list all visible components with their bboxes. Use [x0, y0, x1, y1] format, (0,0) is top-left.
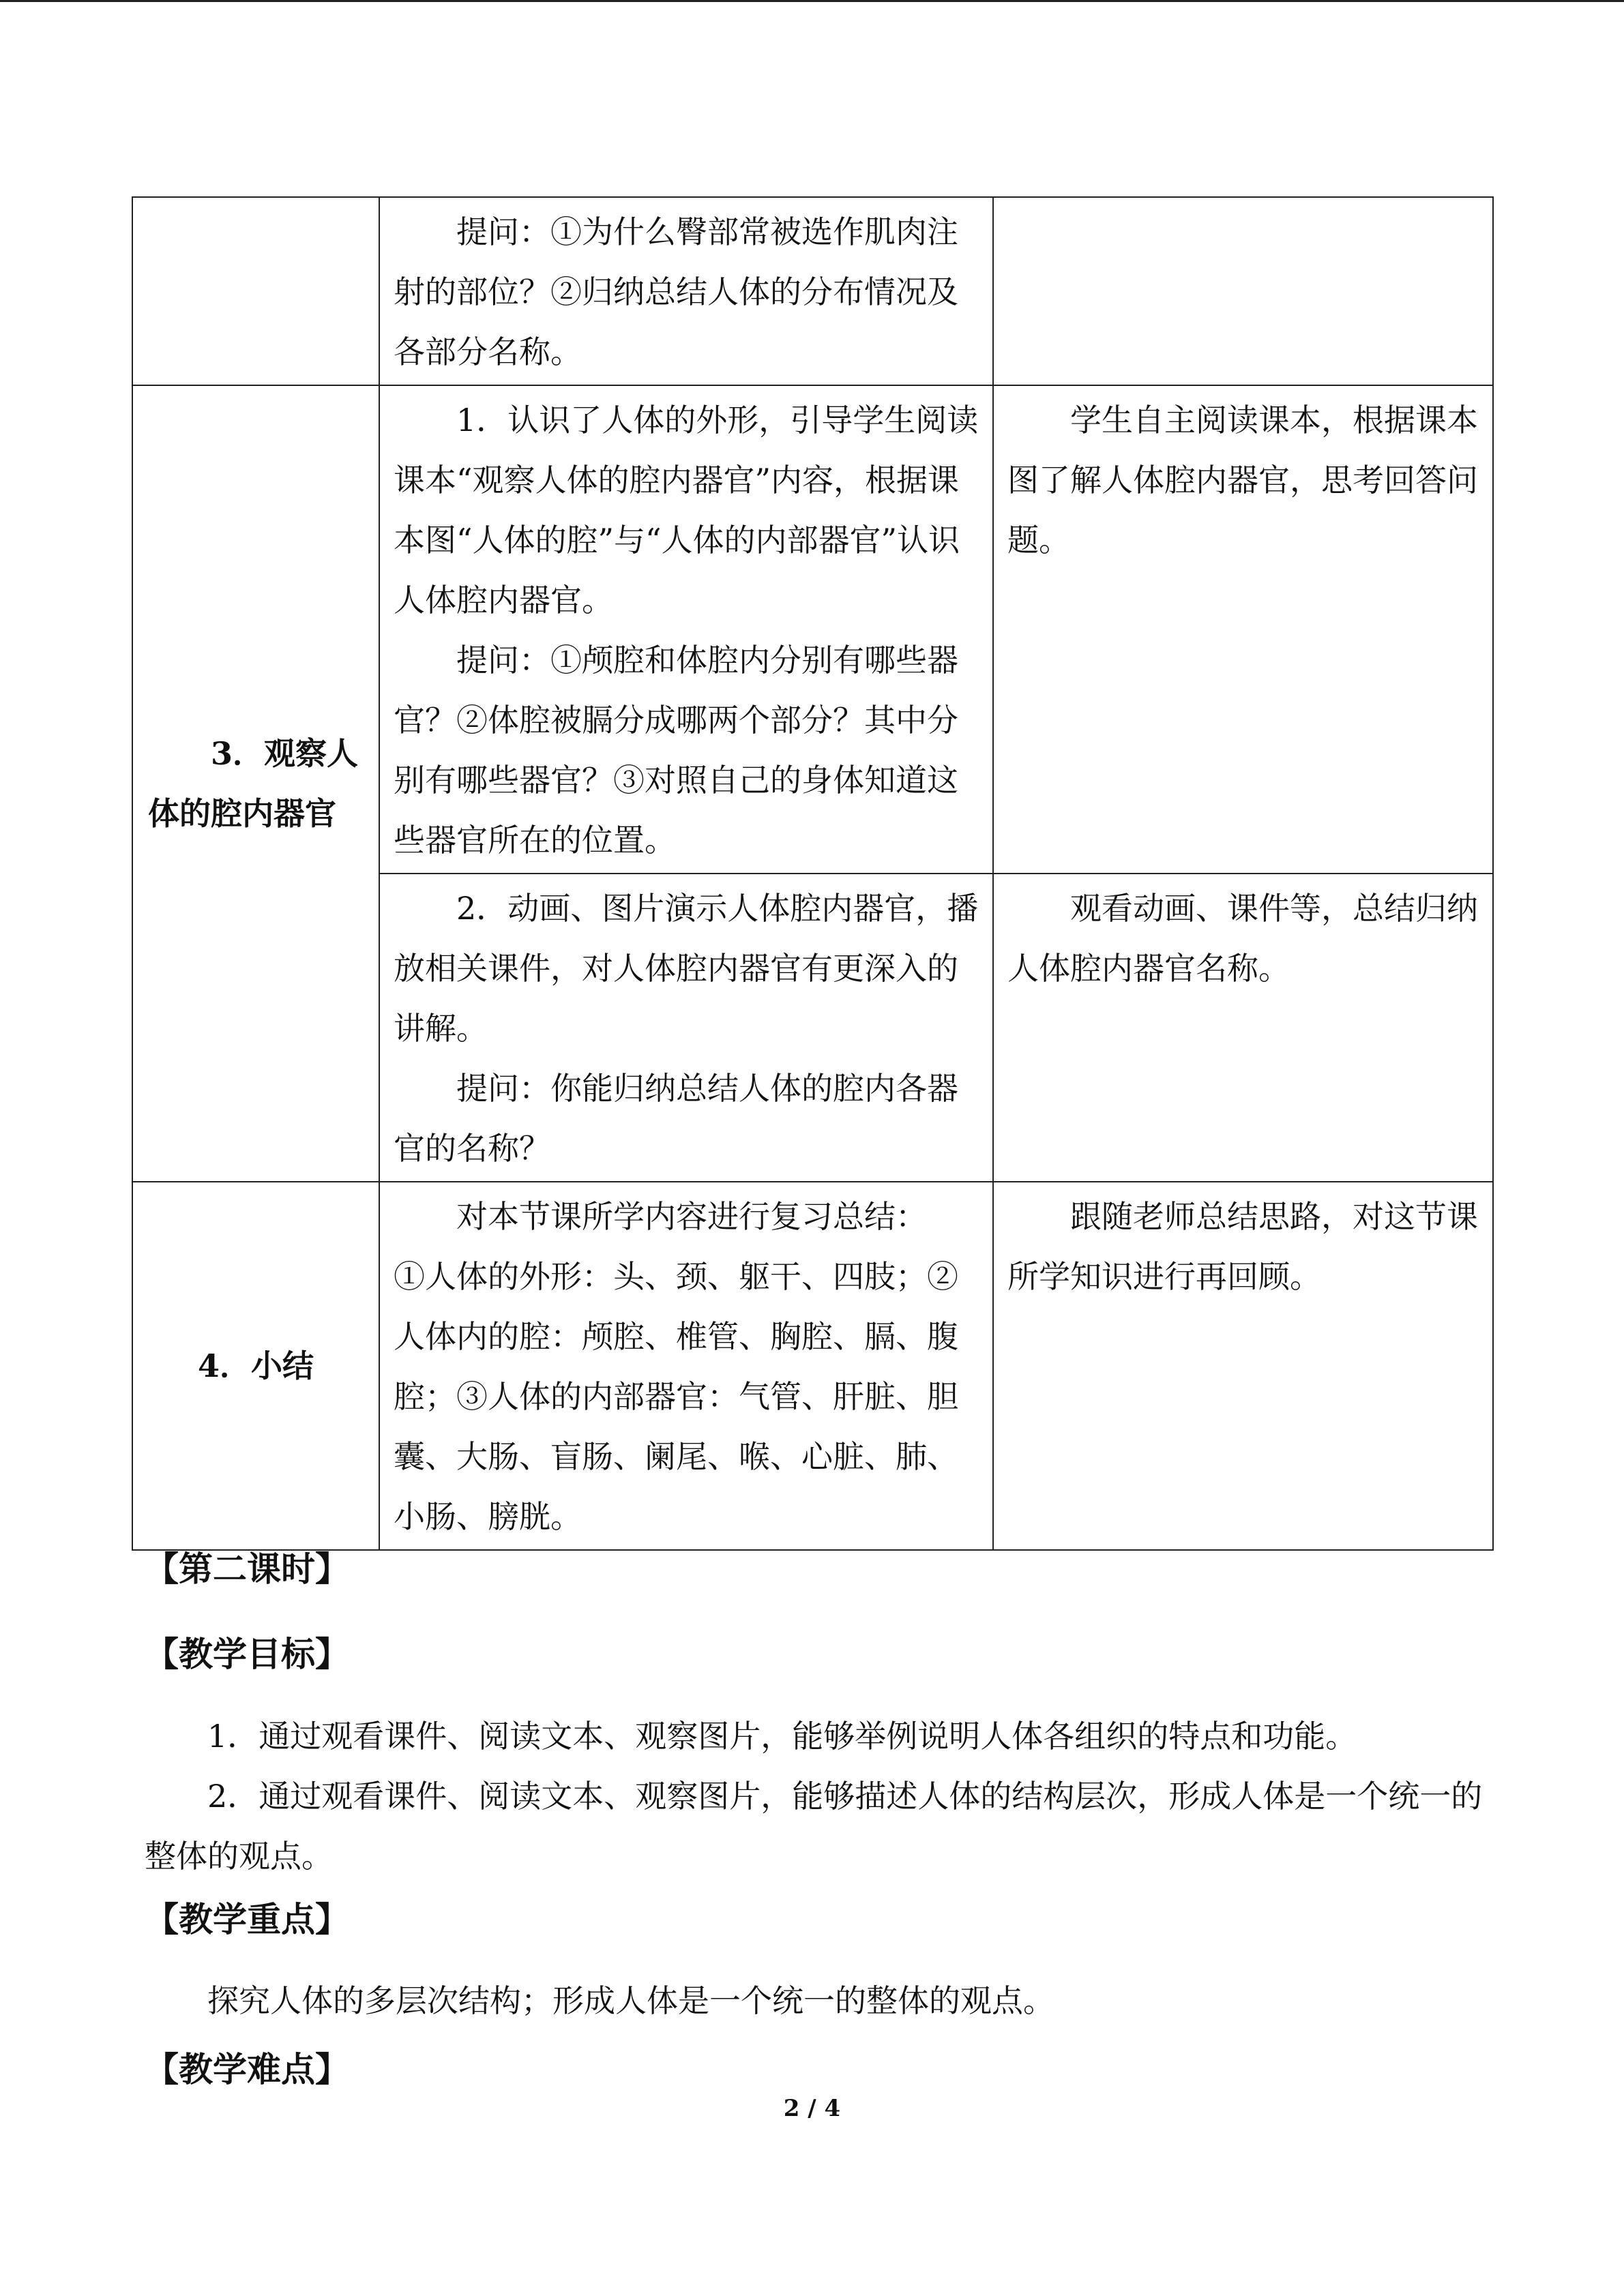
table-row	[132, 385, 1493, 874]
table-row	[132, 1182, 1493, 1550]
key-points-heading: 【教学重点】	[145, 1899, 349, 1939]
teacher-question: 提问：①颅腔和体腔内分别有哪些器官？②体腔被膈分成哪两个部分？其中分别有哪些器官？③对照自己的身体知道这些器官所在的位置。	[394, 642, 958, 859]
teacher-text: 对本节课所学内容进行复习总结：	[456, 1198, 927, 1235]
teacher-activity-cell	[379, 197, 993, 385]
stage-cell: 3．观察人体的腔内器官	[132, 385, 379, 1182]
teacher-text: 2．动画、图片演示人体腔内器官，播放相关课件，对人体腔内器官有更深入的讲解。	[394, 890, 979, 1047]
teacher-text: 提问：①为什么臀部常被选作肌肉注射的部位？②归纳总结人体的分布情况及各部分名称。	[394, 213, 958, 370]
student-text: 观看动画、课件等，总结归纳人体腔内器官名称。	[1007, 890, 1478, 987]
student-activity-cell	[993, 874, 1493, 1182]
student-activity-cell	[993, 197, 1493, 385]
goal-item: 2．通过观看课件、阅读文本、观察图片，能够描述人体的结构层次，形成人体是一个统一的整体的观点。	[145, 1778, 1483, 1875]
student-activity-cell	[993, 1182, 1493, 1550]
page-number: 2 / 4	[783, 2095, 841, 2122]
goal-item: 1．通过观看课件、阅读文本、观察图片，能够举例说明人体各组织的特点和功能。	[207, 1718, 1357, 1755]
lesson-table	[132, 196, 1494, 1551]
teacher-question: 提问：你能归纳总结人体的腔内各器官的名称？	[394, 1070, 958, 1167]
teacher-text: 1．认识了人体的外形，引导学生阅读课本“观察人体的腔内器官”内容，根据课本图“人体的腔”与“人体的内部器官”认识人体腔内器官。	[394, 402, 979, 618]
key-points-text: 探究人体的多层次结构；形成人体是一个统一的整体的观点。	[207, 1982, 1054, 2019]
teacher-activity-cell	[379, 874, 993, 1182]
student-text: 学生自主阅读课本，根据课本图了解人体腔内器官，思考回答问题。	[1007, 402, 1478, 558]
student-text: 跟随老师总结思路，对这节课所学知识进行再回顾。	[1007, 1198, 1478, 1295]
top-border-line	[0, 0, 1624, 2]
student-activity-cell	[993, 385, 1493, 874]
teacher-activity-cell	[379, 385, 993, 874]
teacher-activity-cell	[379, 1182, 993, 1550]
table-row	[132, 197, 1493, 385]
summary-list: ①人体的外形：头、颈、躯干、四肢；②人体内的腔：颅腔、椎管、胸腔、膈、腹腔；③人体的内部器官：气管、肝脏、胆囊、大肠、盲肠、阑尾、喉、心脏、肺、小肠、膀胱。	[394, 1258, 958, 1535]
stage-cell: 4．小结	[132, 1182, 379, 1550]
stage-cell	[132, 197, 379, 385]
goals-heading: 【教学目标】	[145, 1634, 349, 1674]
lesson2-heading: 【第二课时】	[145, 1549, 349, 1589]
difficulty-heading: 【教学难点】	[145, 2049, 349, 2089]
